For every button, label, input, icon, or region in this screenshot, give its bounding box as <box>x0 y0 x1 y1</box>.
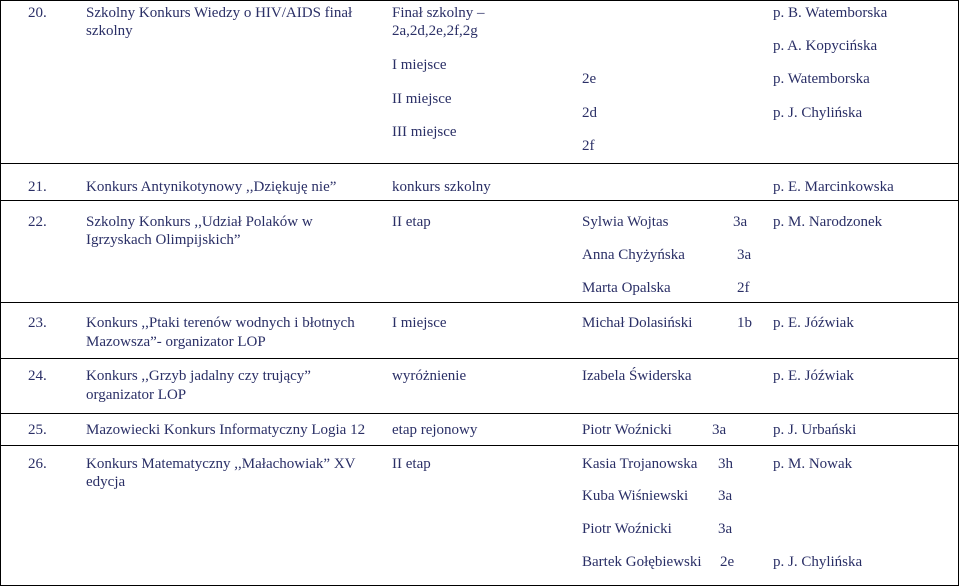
class-label: 2f <box>582 138 595 154</box>
row-divider <box>0 413 959 414</box>
row-divider <box>0 200 959 201</box>
row-divider <box>0 302 959 303</box>
student-name: Piotr Woźnicki <box>582 422 672 438</box>
student-name: Izabela Świderska <box>582 368 692 384</box>
stage-text: 2a,2d,2e,2f,2g <box>392 23 478 39</box>
stage-text: I miejsce <box>392 57 447 73</box>
teacher-name: p. J. Urbański <box>773 422 857 438</box>
teacher-name: p. J. Chylińska <box>773 105 863 121</box>
teacher-name: p. E. Jóźwiak <box>773 368 854 384</box>
stage-text: III miejsce <box>392 124 457 140</box>
stage-text: wyróżnienie <box>392 368 467 384</box>
stage-text: I miejsce <box>392 315 447 331</box>
teacher-name: p. M. Nowak <box>773 456 853 472</box>
student-name: Michał Dolasiński <box>582 315 693 331</box>
row-number: 25. <box>28 422 47 438</box>
student-name: Sylwia Wojtas <box>582 214 669 230</box>
stage-text: etap rejonowy <box>392 422 478 438</box>
teacher-name: p. E. Marcinkowska <box>773 179 894 195</box>
contest-name: edycja <box>86 474 126 490</box>
contest-name: Konkurs ,,Grzyb jadalny czy trujący” <box>86 368 311 384</box>
class-label: 2e <box>582 71 597 87</box>
class-label: 3a <box>718 521 733 537</box>
row-divider <box>0 358 959 359</box>
student-name: Kasia Trojanowska <box>582 456 698 472</box>
student-name: Kuba Wiśniewski <box>582 488 689 504</box>
student-name: Anna Chyżyńska <box>582 247 685 263</box>
table-border-left <box>0 0 1 586</box>
row-number: 22. <box>28 214 47 230</box>
class-label: 2f <box>737 280 750 296</box>
contest-name: szkolny <box>86 23 133 39</box>
class-label: 3a <box>733 214 748 230</box>
student-name: Bartek Gołębiewski <box>582 554 702 570</box>
row-divider <box>0 163 959 164</box>
stage-text: II etap <box>392 214 431 230</box>
teacher-name: p. M. Narodzonek <box>773 214 883 230</box>
contest-name: Konkurs Matematyczny ,,Małachowiak” XV <box>86 456 356 472</box>
class-label: 2d <box>582 105 597 121</box>
class-label: 1b <box>737 315 752 331</box>
row-number: 26. <box>28 456 47 472</box>
class-label: 3a <box>712 422 727 438</box>
contest-name: organizator LOP <box>86 387 187 403</box>
teacher-name: p. B. Watemborska <box>773 5 888 21</box>
stage-text: II miejsce <box>392 91 452 107</box>
contest-name: Szkolny Konkurs ,,Udział Polaków w <box>86 214 313 230</box>
contest-name: Mazowsza”- organizator LOP <box>86 334 266 350</box>
row-divider <box>0 445 959 446</box>
row-number: 23. <box>28 315 47 331</box>
stage-text: konkurs szkolny <box>392 179 491 195</box>
teacher-name: p. Watemborska <box>773 71 870 87</box>
class-label: 3a <box>718 488 733 504</box>
stage-text: II etap <box>392 456 431 472</box>
row-number: 21. <box>28 179 47 195</box>
class-label: 3h <box>718 456 733 472</box>
table-border-top <box>0 0 959 1</box>
contest-name: Konkurs Antynikotynowy ,,Dziękuję nie” <box>86 179 337 195</box>
row-number: 24. <box>28 368 47 384</box>
contest-name: Igrzyskach Olimpijskich” <box>86 232 241 248</box>
contest-name: Mazowiecki Konkurs Informatyczny Logia 12 <box>86 422 366 438</box>
contest-name: Konkurs ,,Ptaki terenów wodnych i błotnych <box>86 315 355 331</box>
contest-name: Szkolny Konkurs Wiedzy o HIV/AIDS finał <box>86 5 353 21</box>
class-label: 3a <box>737 247 752 263</box>
teacher-name: p. A. Kopycińska <box>773 38 878 54</box>
teacher-name: p. J. Chylińska <box>773 554 863 570</box>
student-name: Marta Opalska <box>582 280 671 296</box>
class-label: 2e <box>720 554 735 570</box>
stage-text: Finał szkolny – <box>392 5 485 21</box>
teacher-name: p. E. Jóźwiak <box>773 315 854 331</box>
row-number: 20. <box>28 5 47 21</box>
student-name: Piotr Woźnicki <box>582 521 672 537</box>
